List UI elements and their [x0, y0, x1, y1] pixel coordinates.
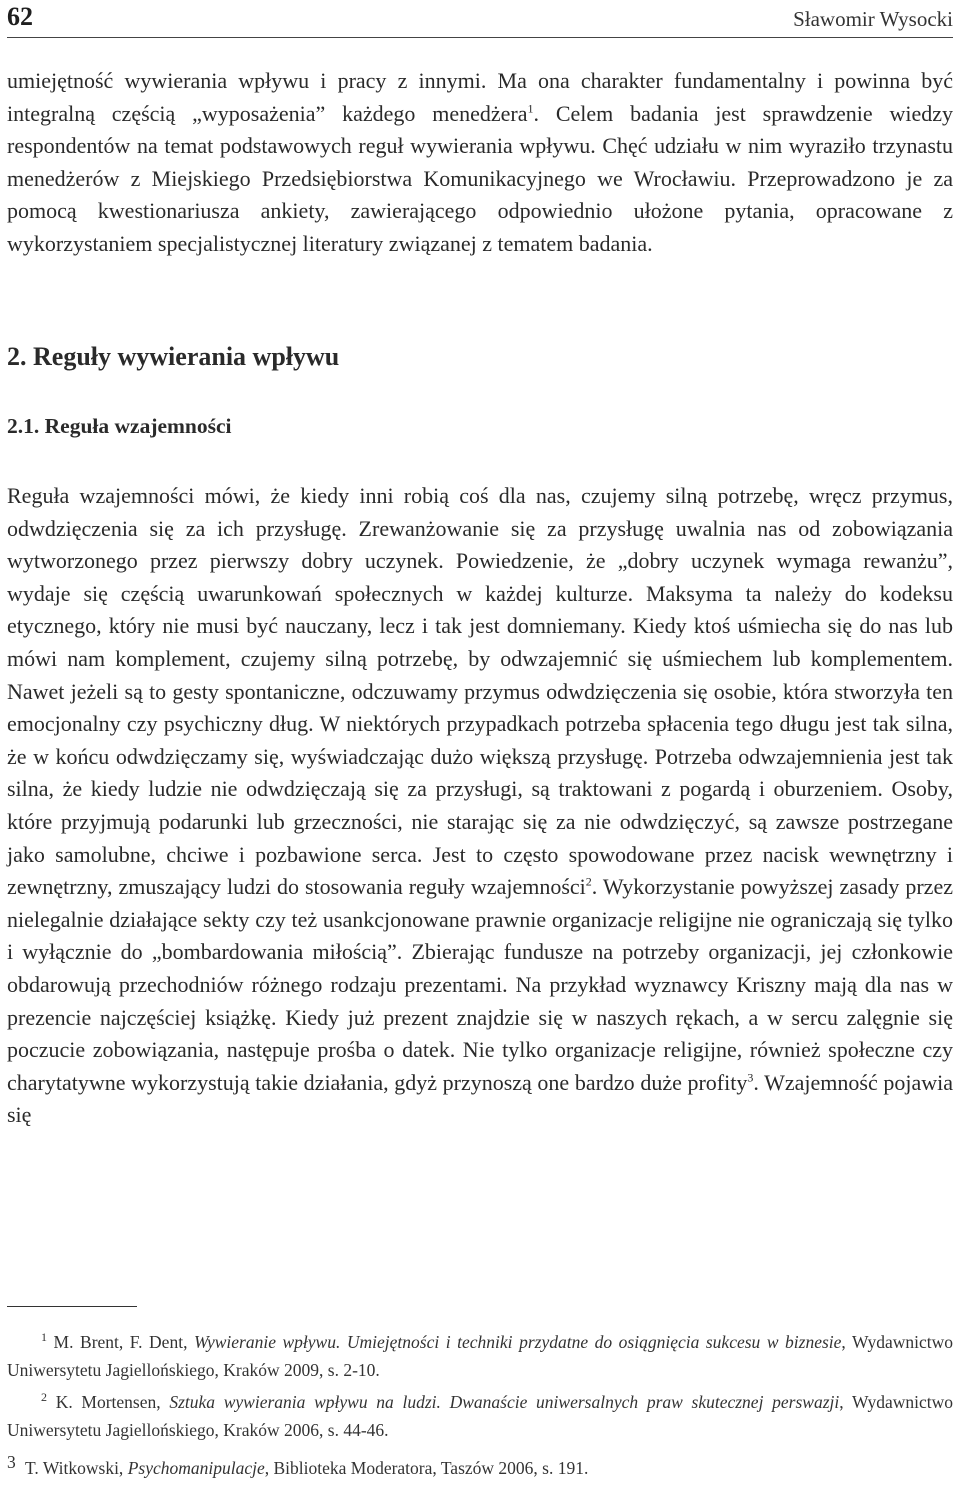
footnote-3-publisher: , Biblioteka Moderatora, Taszów 2006, s. 191.	[264, 1458, 589, 1478]
footnote-2-title: Sztuka wywierania wpływu na ludzi. Dwanaście uniwersalnych praw skutecznej perswazji	[169, 1392, 840, 1412]
footnote-1-number: 1	[41, 1330, 47, 1345]
main-text-c: . Wzajemność pojawia się	[7, 1069, 953, 1128]
page-number: 62	[7, 2, 33, 31]
footnote-1-publisher: , Wydawnictwo Uniwersytetu Jagiellońskiego, Kraków 2009, s. 2-10.	[7, 1332, 954, 1380]
footnote-2-publisher: , Wydawnictwo Uniwersytetu Jagiellońskiego, Kraków 2006, s. 44-46.	[7, 1392, 953, 1440]
footnote-2	[7, 1388, 953, 1444]
main-paragraph	[7, 480, 953, 1132]
footnote-1-title: Wywieranie wpływu. Umiejętności i techniki przydatne do osiągnięcia sukcesu w biznesie	[193, 1332, 842, 1352]
footnote-3-number: 3	[7, 1452, 16, 1472]
running-header	[7, 2, 953, 32]
main-text-a: Reguła wzajemności mówi, że kiedy inni robią coś dla nas, czujemy silną potrzebę, wręcz przymus, odwdzięczenia się za ich przysługę. Zrewanżowanie się za przysługę uwalnia nas od zobowiązania wytworzonego przez pierwszy dobry uczynek. Powiedzenie, że „dobry uczynek wymaga rewanżu”, wydaje się częścią uwarunkowań społecznych w każdej kulturze. Maksyma ta należy do kodeksu etycznego, który nie musi być nauczany, lecz i tak jest domniemany. Kiedy ktoś uśmiecha się do nas lub mówi nam komplement, czujemy silną potrzebę, by odwzajemnić się uśmiechem lub komplementem. Nawet jeżeli są to gesty spontaniczne, odczuwamy przymus odwdzięczenia się osobie, która stworzyła ten emocjonalny czy psychiczny dług. W niektórych przypadkach potrzeba spłacenia tego długu jest tak silna, że w końcu odwdzięczamy się, wyświadczając dużo większą przysługę. Potrzeba odwzajemnienia jest tak silna, że kiedy ludzie nie odwdzięczają się za przysługi, są traktowani z pogardą i oburzeniem. Osoby, które przyjmują podarunki lub grzeczności, nie starając się za nie odwdzięczyć, są zawsze postrzegane jako samolubne, chciwe i pozbawione serca. Jest to często spowodowane przez nacisk wewnętrzny i zewnętrzny, zmuszający ludzi do stosowania reguły wzajemności	[7, 483, 953, 900]
footnote-ref-3[interactable]: 3	[747, 1070, 754, 1085]
footnote-ref-2[interactable]: 2	[585, 874, 592, 889]
footnote-3	[7, 1448, 953, 1482]
footnote-1-author: M. Brent, F. Dent,	[53, 1332, 194, 1352]
footnote-1	[7, 1328, 953, 1384]
footnote-2-number: 2	[41, 1390, 47, 1405]
footnote-ref-1[interactable]: 1	[527, 101, 534, 116]
running-author: Sławomir Wysocki	[793, 7, 953, 31]
footnote-3-author: T. Witkowski,	[25, 1458, 128, 1478]
header-rule	[7, 37, 953, 38]
footnotes	[7, 1328, 953, 1486]
subsection-heading: 2.1. Reguła wzajemności	[7, 414, 232, 438]
footnote-2-author: K. Mortensen,	[55, 1392, 170, 1412]
intro-text-a: umiejętność wywierania wpływu i pracy z innymi. Ma ona charakter fundamentalny i powinna być integralną częścią „wyposażenia” każdego menedżera	[7, 68, 953, 126]
footnote-3-title: Psychomanipulacje	[127, 1458, 265, 1478]
section-heading: 2. Reguły wywierania wpływu	[7, 342, 340, 371]
footnote-rule	[7, 1306, 137, 1307]
main-text-b: . Wykorzystanie powyższej zasady przez nielegalnie działające sekty czy też usankcjonowane prawnie organizacje religijne nie ograniczają się tylko i wyłącznie do „bombardowania miłością”. Zbierając fundusze na potrzeby organizacji, jej członkowie obdarowują przechodniów różnego rodzaju prezentami. Na przykład wyznawcy Kriszny mają dla nas w prezencie najczęściej książkę. Kiedy już prezent znajdzie się w naszych rękach, a w sercu zalęgnie się poczucie zobowiązania, następuje prośba o datek. Nie tylko organizacje religijne, również społeczne czy charytatywne wykorzystują takie działania, gdyż przynoszą one bardzo duże profity	[7, 874, 953, 1095]
intro-paragraph	[7, 65, 953, 260]
intro-text-b: . Celem badania jest sprawdzenie wiedzy respondentów na temat podstawowych reguł wywierania wpływu. Chęć udziału w nim wyraziło trzynastu menedżerów z Miejskiego Przedsiębiorstwa Komunikacyjnego we Wrocławiu. Przeprowadzono je za pomocą kwestionariusza ankiety, zawierającego odpowiednio ułożone pytania, opracowane z wykorzystaniem specjalistycznej literatury związanej z tematem badania.	[7, 100, 953, 256]
